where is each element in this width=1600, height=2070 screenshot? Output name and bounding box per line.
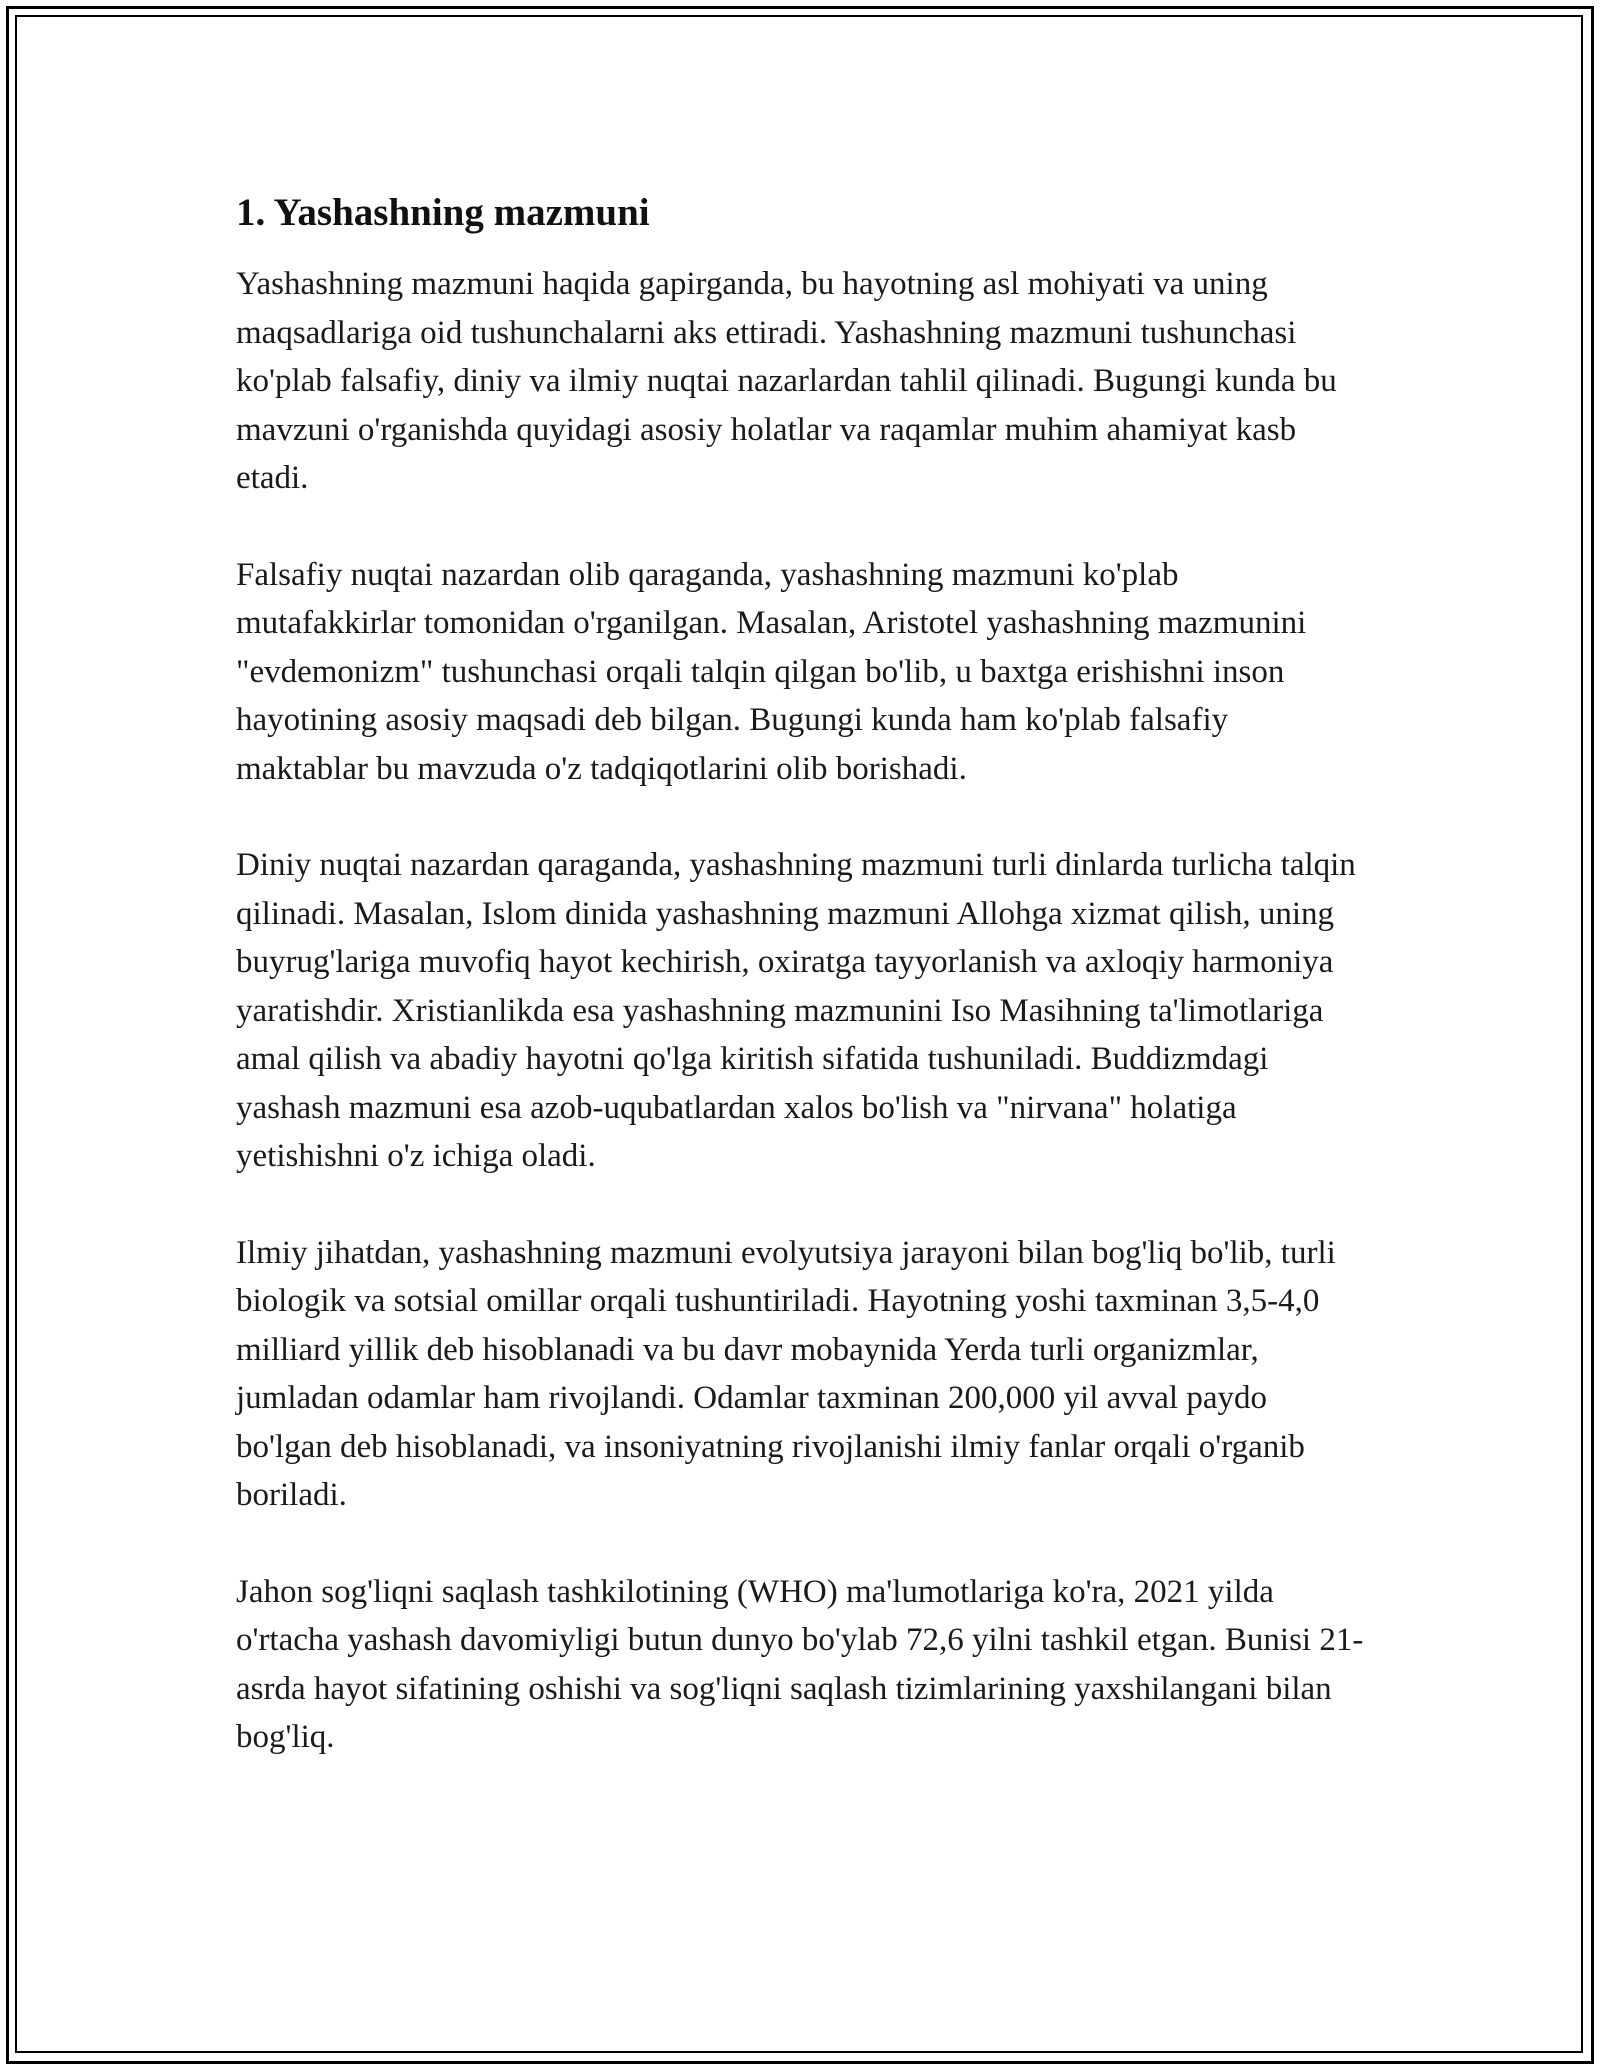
paragraph-religious: Diniy nuqtai nazardan qaraganda, yashashning mazmuni turli dinlarda turlicha talqin qilinadi. Masalan, Islom dinida yashashning mazmuni Allohga xizmat qilish, uning buyrug'lariga muvofiq hayot kechirish, oxiratga tayyorlanish va axloqiy harmoniya yaratishdir. Xristianlikda esa yashashning mazmunini Iso Masihning ta'limotlariga amal qilish va abadiy hayotni qo'lga kiritish sifatida tushuniladi. Buddizmdagi yashash mazmuni esa azob-uqubatlardan xalos bo'lish va "nirvana" holatiga yetishishni o'z ichiga oladi. — [236, 847, 1356, 1174]
document-body — [236, 188, 1366, 1810]
paragraph-scientific: Ilmiy jihatdan, yashashning mazmuni evolyutsiya jarayoni bilan bog'liq bo'lib, turli biologik va sotsial omillar orqali tushuntiriladi. Hayotning yoshi taxminan 3,5-4,0 milliard yillik deb hisoblanadi va bu davr mobaynida Yerda turli organizmlar, jumladan odamlar ham rivojlandi. Odamlar taxminan 200,000 yil avval paydo bo'lgan deb hisoblanadi, va insoniyatning rivojlanishi ilmiy fanlar orqali o'rganib boriladi. — [236, 1234, 1336, 1513]
section-heading: 1. Yashashning mazmuni — [236, 191, 650, 234]
paragraph-philosophical: Falsafiy nuqtai nazardan olib qaraganda, yashashning mazmuni ko'plab mutafakkirlar tomonidan o'rganilgan. Masalan, Aristotel yashashning mazmunini "evdemonizm" tushunchasi orqali talqin qilgan bo'lib, u baxtga erishishni inson hayotining asosiy maqsadi deb bilgan. Bugungi kunda ham ko'plab falsafiy maktablar bu mavzuda o'z tadqiqotlarini olib borishadi. — [236, 556, 1307, 787]
paragraph-who-statistics: Jahon sog'liqni saqlash tashkilotining (WHO) ma'lumotlariga ko'ra, 2021 yilda o'rtacha yashash davomiyligi butun dunyo bo'ylab 72,6 yilni tashkil etgan. Bunisi 21-asrda hayot sifatining oshishi va sog'liqni saqlash tizimlarining yaxshilangani bilan bog'liq. — [236, 1573, 1364, 1755]
paragraph-intro: Yashashning mazmuni haqida gapirganda, bu hayotning asl mohiyati va uning maqsadlariga oid tushunchalarni aks ettiradi. Yashashning mazmuni tushunchasi ko'plab falsafiy, diniy va ilmiy nuqtai nazarlardan tahlil qilinadi. Bugungi kunda bu mavzuni o'rganishda quyidagi asosiy holatlar va raqamlar muhim ahamiyat kasb etadi. — [236, 266, 1337, 496]
